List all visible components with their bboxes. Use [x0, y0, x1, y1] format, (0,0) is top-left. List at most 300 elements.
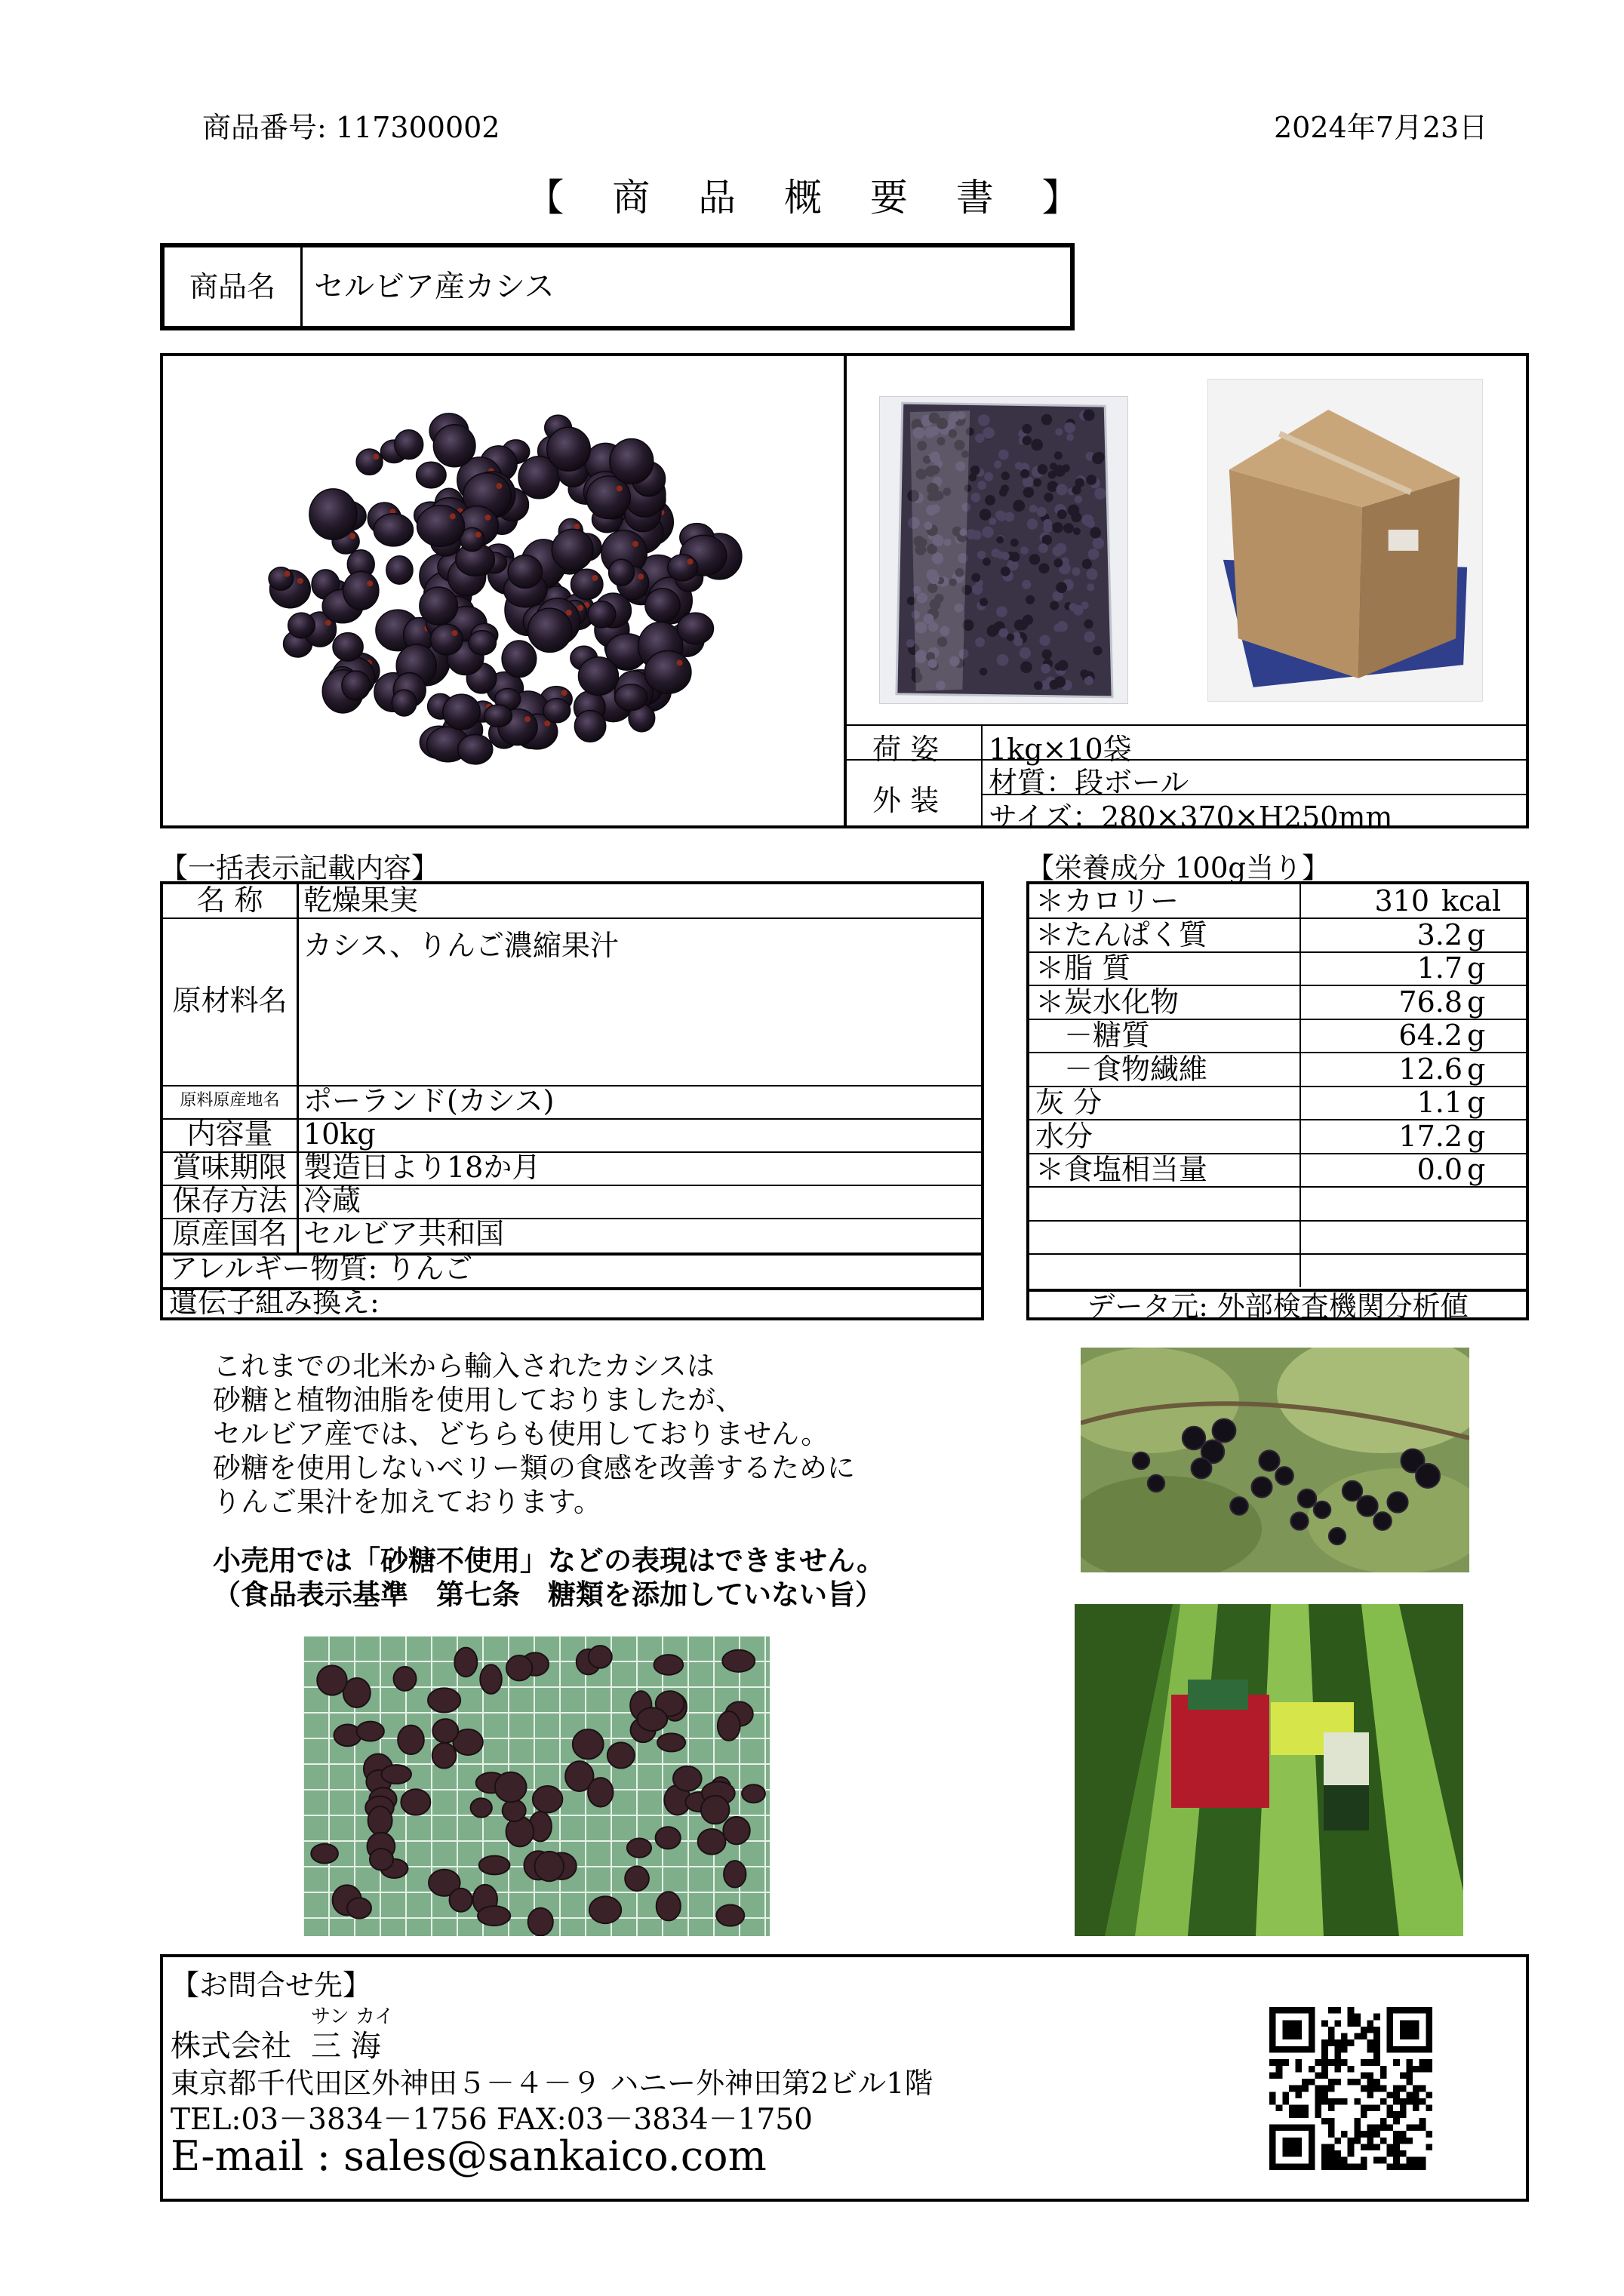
currant	[975, 638, 985, 647]
qr-module	[1367, 2092, 1374, 2098]
qr-module	[1380, 2098, 1387, 2105]
description-line: これまでの北米から輸入されたカシスは	[213, 1350, 715, 1382]
qr-module	[1406, 2066, 1413, 2073]
dried-currant	[528, 1908, 553, 1936]
dried-currant	[534, 1852, 564, 1881]
qr-module	[1276, 2072, 1283, 2079]
qr-module	[1354, 2020, 1361, 2027]
currant	[1038, 464, 1048, 475]
origin-of-ingredient-label: 原料原産地名	[163, 1085, 299, 1118]
nutrition-row	[1029, 1187, 1526, 1222]
currant-stem	[592, 575, 598, 581]
qr-module	[1289, 2105, 1296, 2112]
currant	[288, 613, 315, 638]
dried-currants-on-grid-image	[303, 1636, 770, 1936]
qr-module	[1413, 2163, 1419, 2170]
qr-module	[1373, 2033, 1380, 2040]
contact-heading: 【お問合せ先】	[171, 1969, 372, 2002]
qr-module	[1400, 2098, 1407, 2105]
currant	[1259, 1450, 1279, 1471]
qr-module	[1426, 2066, 1432, 2073]
currant-stem	[451, 630, 457, 636]
currant-stem	[561, 690, 567, 696]
dried-currant	[311, 1844, 338, 1864]
currant	[971, 493, 981, 503]
qr-module	[1315, 2092, 1321, 2098]
qr-module	[1328, 2105, 1335, 2112]
dried-currant	[317, 1665, 346, 1695]
currant	[1343, 1481, 1362, 1501]
currant-stem	[485, 515, 491, 521]
qr-module	[1296, 2066, 1303, 2073]
dried-currant	[398, 1726, 424, 1755]
currant	[1029, 554, 1041, 565]
table-row	[163, 1253, 981, 1290]
currant	[547, 427, 590, 471]
currant	[978, 414, 990, 426]
dried-currant	[357, 1722, 384, 1741]
currant-stem	[367, 580, 373, 586]
currant	[1001, 567, 1010, 576]
currant	[420, 587, 458, 625]
currant	[644, 651, 691, 694]
nutrition-row	[1029, 1053, 1526, 1087]
dried-currant	[588, 1778, 613, 1807]
qr-module	[1321, 2020, 1328, 2027]
dried-currant	[428, 1688, 460, 1712]
currant-stem	[574, 524, 580, 530]
qr-module	[1419, 2118, 1426, 2125]
currant	[1088, 549, 1100, 560]
dried-currant	[673, 1766, 702, 1791]
currant	[1387, 1492, 1407, 1512]
currant	[1044, 493, 1053, 502]
qr-module	[1328, 2163, 1335, 2170]
nutrition-row	[1029, 1254, 1526, 1287]
qr-module	[1387, 2111, 1394, 2118]
currant	[1057, 660, 1068, 671]
qr-module	[1361, 2072, 1367, 2079]
qr-module	[1367, 2131, 1374, 2138]
table-row	[163, 1151, 981, 1186]
qr-module	[1367, 2085, 1374, 2092]
description-line: セルビア産では、どちらも使用しておりません。	[213, 1418, 829, 1450]
qr-module	[1328, 2079, 1335, 2085]
currant	[574, 710, 605, 742]
note-line: （食品表示基準 第七条 糖類を添加していない旨）	[213, 1578, 883, 1611]
nutrient-value: 3.2	[1416, 917, 1463, 951]
currant	[1014, 619, 1026, 631]
currant	[588, 601, 616, 628]
currant	[433, 425, 475, 467]
qr-module	[1413, 2105, 1419, 2112]
qr-module	[1373, 2046, 1380, 2053]
dried-currant	[722, 1650, 755, 1672]
dried-currant	[478, 1906, 510, 1926]
product-description	[213, 1349, 1043, 1519]
currant	[431, 624, 463, 655]
qr-module	[1400, 2163, 1407, 2170]
currant	[458, 735, 493, 764]
dried-currant	[698, 1829, 726, 1855]
currant	[1416, 1464, 1440, 1488]
dried-currant	[638, 1707, 667, 1731]
qr-module	[1334, 2066, 1341, 2073]
currant	[1082, 559, 1092, 569]
currant	[392, 690, 417, 716]
currant	[975, 434, 984, 443]
table-row	[163, 1085, 981, 1120]
qr-module	[1321, 2092, 1328, 2098]
nutrient-value: 310	[1374, 884, 1429, 917]
currant	[552, 529, 593, 570]
currant	[610, 439, 654, 484]
currant-stem	[617, 485, 623, 491]
qr-module	[1302, 2105, 1309, 2112]
note-line: 小売用では「砂糖不使用」などの表現はできません。	[213, 1544, 885, 1577]
currant	[977, 481, 986, 490]
dried-currant	[701, 1796, 730, 1824]
qr-module	[1373, 2014, 1380, 2021]
description-line: りんご果汁を加えております。	[213, 1486, 602, 1518]
qr-module	[1361, 2163, 1367, 2170]
currant	[1329, 1528, 1346, 1544]
qr-module	[1367, 2039, 1374, 2046]
currant	[1087, 583, 1094, 591]
qr-module	[1334, 2098, 1341, 2105]
currant	[309, 489, 357, 539]
qr-module	[1321, 2085, 1328, 2092]
currant	[1052, 522, 1063, 533]
currant-branch-image	[1081, 1348, 1469, 1572]
qr-module	[1400, 2150, 1407, 2157]
indication-heading: 【一括表示記載内容】	[160, 852, 439, 884]
dried-currant	[471, 1798, 492, 1817]
email-address: E-mail : sales@sankaico.com	[171, 2132, 767, 2180]
qr-module	[1334, 2150, 1341, 2157]
currant	[997, 654, 1009, 666]
currant	[1290, 1512, 1308, 1529]
currant	[1093, 646, 1102, 655]
qr-module	[1348, 2039, 1355, 2046]
nutrient-label: 水分	[1035, 1119, 1093, 1153]
currant	[995, 510, 1004, 519]
currant	[989, 518, 996, 525]
qr-module	[1426, 2092, 1432, 2098]
qr-module	[1289, 2111, 1296, 2118]
storage-value: 冷蔵	[303, 1184, 361, 1217]
nutrient-unit: g	[1467, 951, 1486, 985]
company-prefix: 株式会社	[171, 2029, 291, 2064]
nutrient-unit: g	[1467, 1052, 1486, 1086]
dried-currant	[657, 1892, 681, 1920]
qr-finder	[1282, 2138, 1302, 2157]
currant	[578, 657, 618, 696]
currant	[1020, 469, 1029, 478]
qr-module	[1321, 2163, 1328, 2170]
qr-module	[1367, 2020, 1374, 2027]
qr-module	[1361, 2059, 1367, 2066]
qr-module	[1400, 2105, 1407, 2112]
qr-module	[1406, 2138, 1413, 2144]
table-row	[163, 1185, 981, 1219]
qr-module	[1393, 2059, 1400, 2066]
qr-module	[1276, 2059, 1283, 2066]
country-of-origin-value: セルビア共和国	[303, 1217, 505, 1250]
qr-module	[1328, 2125, 1335, 2132]
qr-module	[1413, 2157, 1419, 2164]
qr-module	[1341, 2033, 1348, 2040]
currant	[1192, 1458, 1212, 1479]
currant	[484, 705, 512, 727]
currant	[906, 639, 915, 647]
currant	[1039, 635, 1050, 645]
dried-currant	[432, 1743, 457, 1769]
qr-module	[1419, 2098, 1426, 2105]
currant	[1001, 472, 1010, 481]
qr-module	[1367, 2079, 1374, 2085]
currant	[1054, 451, 1063, 460]
nutrition-row	[1029, 884, 1526, 919]
currant-stem	[325, 619, 331, 625]
nutrient-value: 64.2	[1398, 1019, 1463, 1052]
nutrition-row	[1029, 1120, 1526, 1154]
currant	[1042, 650, 1052, 659]
dried-currant	[394, 1667, 417, 1691]
currant	[1057, 509, 1067, 519]
currant	[1037, 507, 1047, 517]
dried-currant	[454, 1648, 477, 1677]
nutrient-unit: g	[1467, 1086, 1486, 1119]
currant	[1314, 1501, 1330, 1518]
currant-stem	[638, 573, 644, 579]
qr-module	[1361, 2111, 1367, 2118]
qr-module	[1334, 2039, 1341, 2046]
qr-module	[1296, 2059, 1303, 2066]
product-code: 商品番号: 117300002	[202, 111, 500, 144]
currant	[417, 506, 465, 547]
currant	[1094, 487, 1106, 499]
qr-module	[1334, 2059, 1341, 2066]
phone-fax: TEL:03－3834－1756 FAX:03－3834－1750	[171, 2103, 813, 2137]
nutrient-value: 1.7	[1416, 951, 1463, 985]
currant-stem	[677, 660, 683, 666]
qr-module	[1348, 2007, 1355, 2014]
currant	[269, 567, 293, 590]
qr-module	[1334, 2163, 1341, 2170]
currant	[502, 641, 537, 678]
currant	[645, 589, 680, 622]
qr-module	[1334, 2079, 1341, 2085]
currant-stem	[687, 558, 694, 564]
currant	[999, 488, 1007, 496]
qr-module	[1387, 2163, 1394, 2170]
qr-module	[1367, 2059, 1374, 2066]
product-name-value: セルビア産カシス	[314, 269, 555, 304]
currant	[1001, 552, 1010, 561]
origin-of-ingredient-value: ポーランド(カシス)	[303, 1084, 555, 1117]
qr-module	[1289, 2085, 1296, 2092]
currant	[1053, 558, 1063, 567]
qr-module	[1321, 2072, 1328, 2079]
qr-module	[1296, 2092, 1303, 2098]
qr-module	[1348, 2014, 1355, 2021]
qr-module	[1367, 2105, 1374, 2112]
qr-module	[1315, 2105, 1321, 2112]
currant	[1020, 546, 1029, 555]
qr-module	[1276, 2105, 1283, 2112]
dried-currant	[723, 1817, 749, 1845]
dried-currant	[401, 1789, 430, 1815]
qr-module	[1321, 2157, 1328, 2164]
nutrient-value: 12.6	[1398, 1052, 1463, 1086]
currant	[1034, 681, 1043, 690]
document-date: 2024年7月23日	[1274, 111, 1488, 144]
currant	[1052, 546, 1063, 556]
currant	[1050, 463, 1057, 470]
qr-module	[1413, 2092, 1419, 2098]
qr-module	[1348, 2150, 1355, 2157]
currant	[571, 569, 603, 599]
qr-module	[1354, 2118, 1361, 2125]
packing-style-label: 荷 姿	[872, 733, 940, 766]
qr-module	[1413, 2098, 1419, 2105]
dried-currant	[503, 1800, 526, 1821]
qr-module	[1328, 2118, 1335, 2125]
harvester-field-image	[1075, 1604, 1463, 1936]
qr-module	[1406, 2163, 1413, 2170]
qr-module	[1296, 2111, 1303, 2118]
qr-finder	[1400, 2020, 1419, 2039]
qr-module	[1406, 2092, 1413, 2098]
net-content-value: 10kg	[303, 1117, 376, 1151]
currant	[469, 631, 496, 655]
qr-module	[1373, 2125, 1380, 2132]
currant	[543, 699, 571, 723]
qr-module	[1354, 2163, 1361, 2170]
qr-module	[1315, 2098, 1321, 2105]
qr-module	[1373, 2131, 1380, 2138]
qr-module	[1387, 2125, 1394, 2132]
currant	[966, 529, 977, 539]
labeling-note	[213, 1544, 1043, 1612]
currant	[356, 449, 383, 475]
qr-module	[1387, 2144, 1394, 2150]
dried-currant	[506, 1655, 532, 1680]
qr-module	[1393, 2131, 1400, 2138]
qr-module	[1309, 2079, 1315, 2085]
currant-stem	[284, 570, 290, 576]
dried-currant	[533, 1786, 562, 1812]
qr-module	[1296, 2105, 1303, 2112]
currant	[1057, 621, 1068, 632]
currant	[1054, 676, 1066, 687]
nutrient-label: －糖質	[1035, 1019, 1151, 1052]
qr-module	[1393, 2111, 1400, 2118]
currant	[1041, 414, 1053, 426]
currant	[1033, 478, 1041, 487]
qr-module	[1373, 2157, 1380, 2164]
qr-module	[1373, 2105, 1380, 2112]
packing-style-value: 1kg×10袋	[989, 733, 1132, 766]
qr-module	[1426, 2059, 1432, 2066]
qr-module	[1328, 2157, 1335, 2164]
currant-stem	[524, 716, 531, 722]
qr-module	[1328, 2007, 1335, 2014]
nutrient-label: ＊脂 質	[1035, 951, 1131, 985]
nutrient-value: 76.8	[1398, 985, 1463, 1019]
company-name: 三 海	[311, 2029, 381, 2064]
qr-module	[1354, 2079, 1361, 2085]
currant-stem	[450, 513, 456, 519]
currant	[508, 555, 542, 589]
currant	[1038, 543, 1048, 553]
qr-module	[1321, 2046, 1328, 2053]
packaging-table	[845, 724, 1529, 834]
table-row	[163, 884, 981, 919]
qr-module	[1367, 2046, 1374, 2053]
qr-module	[1406, 2072, 1413, 2079]
qr-module	[1419, 2163, 1426, 2170]
currant	[1023, 436, 1032, 446]
ingredients-label: 原材料名	[163, 917, 299, 1085]
dried-currant	[480, 1664, 501, 1694]
currant-stem	[496, 483, 502, 489]
outer-packaging-label: 外 装	[872, 784, 940, 817]
nutrition-heading: 【栄養成分 100g当り】	[1026, 852, 1330, 884]
qr-module	[1400, 2085, 1407, 2092]
currant	[1072, 567, 1080, 576]
currant	[1029, 505, 1038, 513]
name-label: 名 称	[163, 884, 299, 917]
qr-module	[1361, 2085, 1367, 2092]
qr-module	[1393, 2150, 1400, 2157]
currant-stem	[475, 532, 481, 538]
currant	[1022, 580, 1031, 589]
qr-module	[1328, 2059, 1335, 2066]
qr-module	[1348, 2020, 1355, 2027]
qr-module	[1393, 2163, 1400, 2170]
qr-module	[1302, 2111, 1309, 2118]
nutrition-row	[1029, 1153, 1526, 1188]
currant	[678, 613, 714, 644]
currant	[1064, 423, 1075, 433]
qr-module	[1419, 2085, 1426, 2092]
dried-currant	[368, 1806, 392, 1835]
currant	[1298, 1489, 1316, 1508]
qr-module	[1334, 2138, 1341, 2144]
qr-module	[1406, 2079, 1413, 2085]
currant	[1026, 595, 1035, 604]
currant	[1020, 661, 1032, 673]
currant	[1213, 1419, 1236, 1443]
qr-module	[1373, 2085, 1380, 2092]
nutrition-row	[1029, 1086, 1526, 1120]
currant	[1148, 1475, 1164, 1492]
company-address: 東京都千代田区外神田５－４－９ ハニー外神田第2ビル1階	[171, 2067, 933, 2100]
qr-module	[1426, 2105, 1432, 2112]
currant-stem	[373, 453, 379, 460]
dried-currant	[450, 1889, 472, 1912]
country-of-origin-label: 原産国名	[163, 1218, 299, 1253]
currant	[980, 598, 988, 606]
nutrient-unit: g	[1467, 985, 1486, 1019]
qr-module	[1315, 2072, 1321, 2079]
qr-module	[1282, 2092, 1289, 2098]
qr-module	[1354, 2098, 1361, 2105]
currant	[998, 450, 1009, 460]
currant	[1022, 424, 1032, 434]
